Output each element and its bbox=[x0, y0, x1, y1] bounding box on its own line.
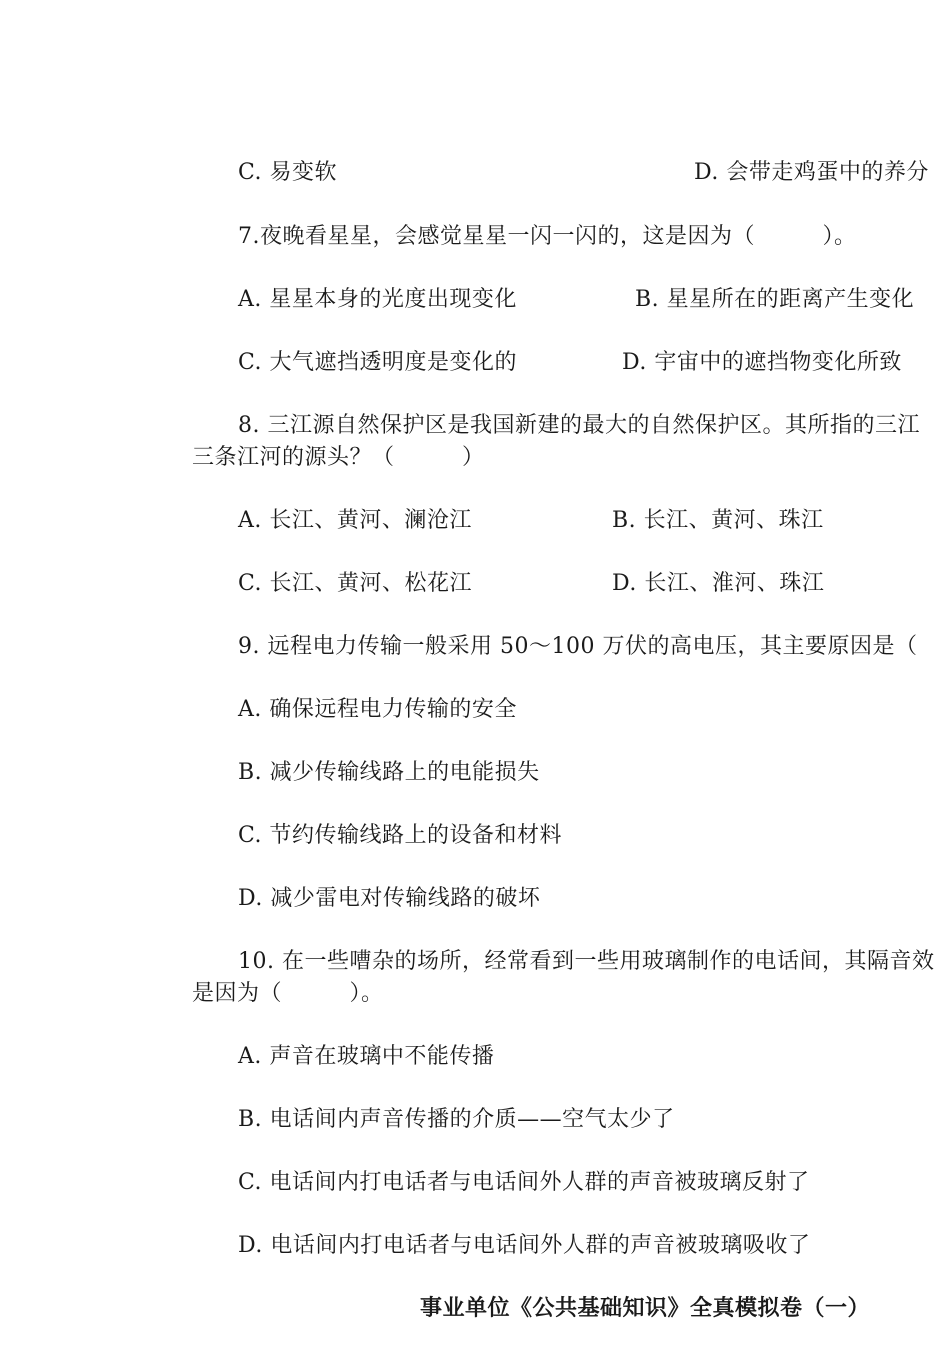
q6-option-d: D. 会带走鸡蛋中的养分 bbox=[694, 160, 929, 185]
q10-option-a: A. 声音在玻璃中不能传播 bbox=[238, 1044, 495, 1069]
q9-stem: 9. 远程电力传输一般采用 50～100 万伏的高电压，其主要原因是（ bbox=[238, 634, 918, 659]
q7-option-a: A. 星星本身的光度出现变化 bbox=[238, 287, 517, 312]
q8-option-d: D. 长江、淮河、珠江 bbox=[612, 571, 825, 596]
q7-option-b: B. 星星所在的距离产生变化 bbox=[635, 287, 915, 312]
q10-option-d: D. 电话间内打电话者与电话间外人群的声音被玻璃吸收了 bbox=[238, 1233, 811, 1258]
page-footer-title: 事业单位《公共基础知识》全真模拟卷（一） bbox=[420, 1295, 871, 1321]
q9-option-c: C. 节约传输线路上的设备和材料 bbox=[238, 823, 563, 848]
q10-stem-line2: 是因为（ ）。 bbox=[192, 981, 384, 1006]
q10-stem-line1: 10. 在一些嘈杂的场所，经常看到一些用玻璃制作的电话间，其隔音效 bbox=[238, 949, 935, 974]
q8-stem-line2: 三条江河的源头？（ ） bbox=[192, 445, 485, 470]
q8-option-a: A. 长江、黄河、澜沧江 bbox=[238, 508, 472, 533]
q9-option-d: D. 减少雷电对传输线路的破坏 bbox=[238, 886, 541, 911]
q7-option-d: D. 宇宙中的遮挡物变化所致 bbox=[622, 350, 902, 375]
q9-option-a: A. 确保远程电力传输的安全 bbox=[238, 697, 517, 722]
q10-option-b: B. 电话间内声音传播的介质——空气太少了 bbox=[238, 1107, 675, 1132]
q10-option-c: C. 电话间内打电话者与电话间外人群的声音被玻璃反射了 bbox=[238, 1170, 810, 1195]
q6-option-c: C. 易变软 bbox=[238, 160, 338, 185]
q8-option-b: B. 长江、黄河、珠江 bbox=[612, 508, 824, 533]
q8-stem-line1: 8. 三江源自然保护区是我国新建的最大的自然保护区。其所指的三江 bbox=[238, 413, 920, 438]
q9-option-b: B. 减少传输线路上的电能损失 bbox=[238, 760, 540, 785]
q7-option-c: C. 大气遮挡透明度是变化的 bbox=[238, 350, 518, 375]
q8-option-c: C. 长江、黄河、松花江 bbox=[238, 571, 473, 596]
q7-stem: 7.夜晚看星星，会感觉星星一闪一闪的，这是因为（ ）。 bbox=[238, 224, 857, 249]
